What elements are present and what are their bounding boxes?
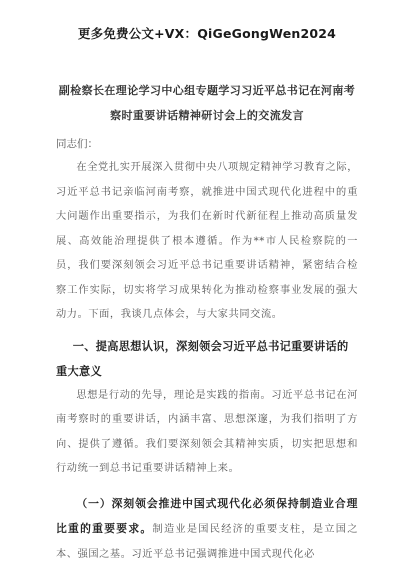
section-heading-1: 一、提高思想认识，深刻领会习近平总书记重要讲话的重大意义 <box>56 338 349 378</box>
subsection-1-text: 制造业是国民经济的重要支柱，是立国之本、强国之基。习近平总书记强调推进中国式现代化必 <box>56 524 358 560</box>
document-title: 副检察长在理论学习中心组专题学习习近平总书记在河南考察时重要讲话精神研讨会上的交流发言 <box>58 84 356 122</box>
salutation: 同志们： <box>56 138 98 150</box>
intro-paragraph: 在全党扎实开展深入贯彻中央八项规定精神学习教育之际，习近平总书记亲临河南考察，就推进中国式现代化进程中的重大问题作出重要指示，为我们在新时代新征程上推动高质量发展、高效能治理提供了根本遵循。作为**市人民检察院的一员，我们要深刻领会习近平总书记重要讲话精神，紧密结合检察工作实际，切实将学习成果转化为推动检察事业发展的强大动力。下面，我谈几点体会，与大家共同交流。 <box>56 162 358 320</box>
promo-header: 更多免费公文+VX：QiGeGongWen2024 <box>77 26 337 41</box>
section-1-paragraph: 思想是行动的先导，理论是实践的指南。习近平总书记在河南考察时的重要讲话，内涵丰富、思想深邃，为我们指明了方向、提供了遵循。我们要深刻领会其精神实质，切实把思想和行动统一到总书记重要讲话精神上来。 <box>56 389 358 474</box>
subsection-1-heading: （一）深刻领会推进中国式现代化必须保持制造业合理比重的重要要求。 <box>56 496 358 535</box>
subsection-1-paragraph <box>56 492 358 568</box>
